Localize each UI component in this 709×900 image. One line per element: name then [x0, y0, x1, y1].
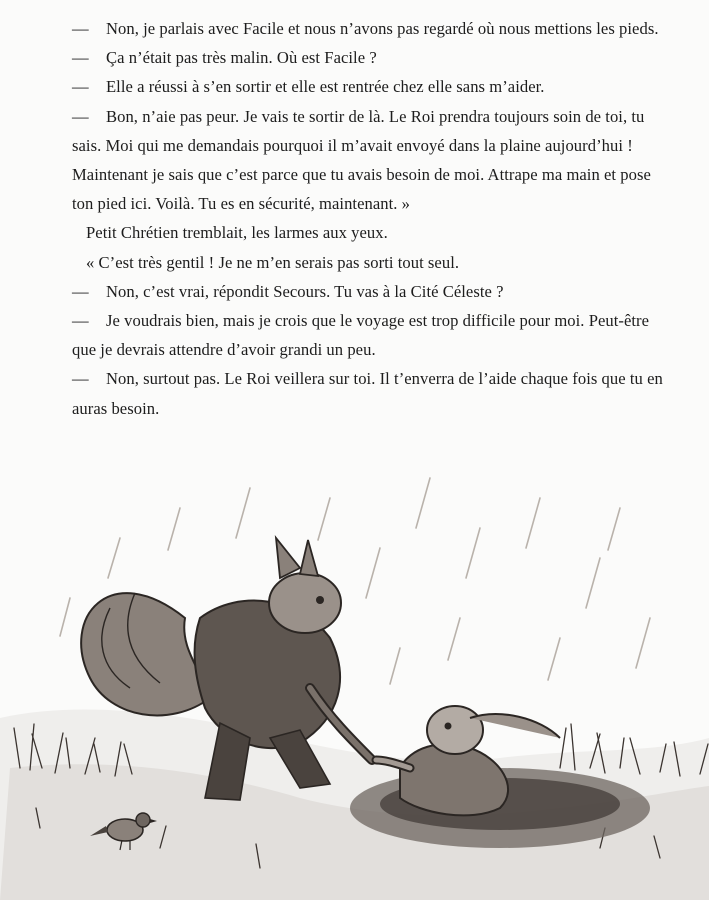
- paragraph-9: [72, 364, 672, 422]
- dialog-dash: —: [72, 48, 89, 68]
- dialog-dash: —: [72, 311, 89, 331]
- paragraph-3: [72, 72, 672, 101]
- paragraph-text: Je voudrais bien, mais je crois que le voyage est trop difficile pour moi. Peut-être que je devrais attendre d’avoir grandi un peu.: [72, 311, 650, 360]
- paragraph-7: [72, 277, 672, 306]
- paragraph-1: [72, 14, 672, 43]
- story-illustration: [0, 468, 709, 900]
- paragraph-text: Non, surtout pas. Le Roi veillera sur toi. Il t’enverra de l’aide chaque fois que tu en auras besoin.: [72, 369, 663, 418]
- paragraph-5: Petit Chrétien tremblait, les larmes aux yeux.: [86, 223, 388, 243]
- dialog-dash: —: [72, 106, 89, 126]
- paragraph-text: Non, je parlais avec Facile et nous n’avons pas regardé où nous mettions les pieds.: [106, 19, 659, 38]
- paragraph-text: Elle a réussi à s’en sortir et elle est rentrée chez elle sans m’aider.: [106, 77, 545, 97]
- page-text: [72, 14, 672, 423]
- dialog-dash: —: [72, 281, 89, 301]
- paragraph-text: Ça n’était pas très malin. Où est Facile ?: [106, 48, 377, 68]
- dialog-dash: —: [72, 19, 89, 38]
- paragraph-text: Non, c’est vrai, répondit Secours. Tu vas à la Cité Céleste ?: [106, 281, 504, 301]
- paragraph-8: [72, 306, 672, 364]
- paragraph-text: Bon, n’aie pas peur. Je vais te sortir de là. Le Roi prendra toujours soin de toi, tu sais. Moi qui me demandais pourquoi il m’avait envoyé dans la plaine aujourd’hui ! Maintenant je sais que c’est parce que tu avais besoin de moi. Attrape ma main et pose ton pied ici. Voilà. Tu es en sécurité, maintenant. »: [72, 106, 651, 214]
- paragraph-2: [72, 43, 672, 72]
- dialog-dash: —: [72, 369, 89, 389]
- dialog-dash: —: [72, 77, 89, 97]
- paragraph-6: « C’est très gentil ! Je ne m’en serais pas sorti tout seul.: [86, 252, 460, 272]
- paragraph-4: [72, 102, 672, 219]
